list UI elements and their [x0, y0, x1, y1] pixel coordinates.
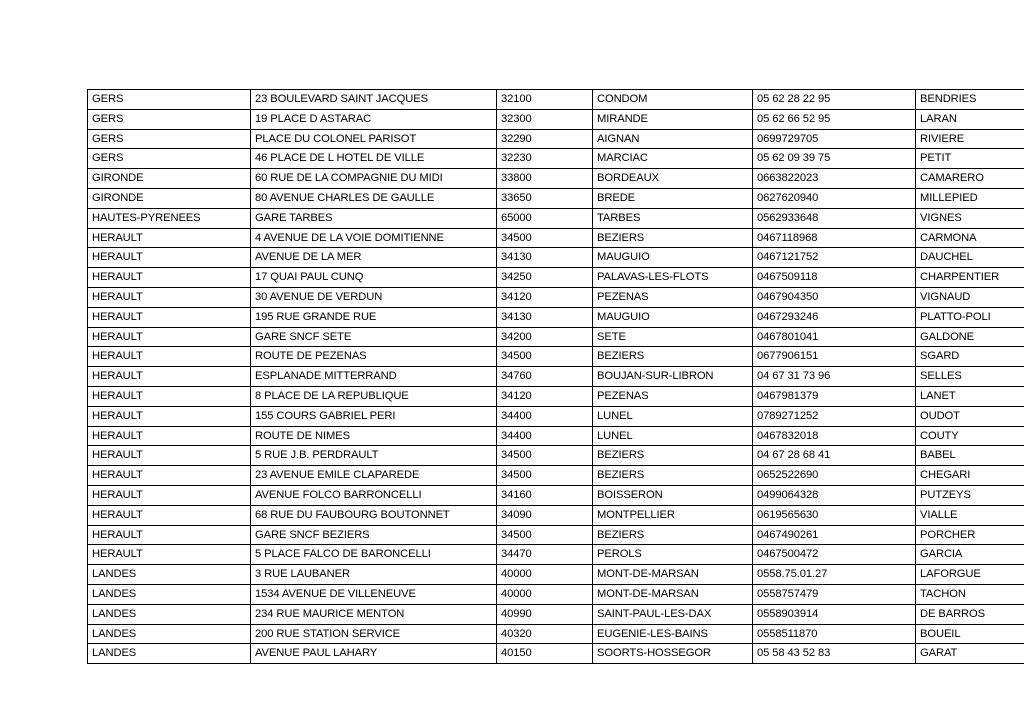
address-cell: 19 PLACE D ASTARAC — [251, 109, 497, 129]
name-cell: GARAT — [916, 644, 1024, 664]
postal-code-cell: 65000 — [497, 208, 593, 228]
city-cell: MARCIAC — [593, 149, 753, 169]
table-row — [88, 169, 1024, 189]
city-cell: TARBES — [593, 208, 753, 228]
phone-cell: 05 62 66 52 95 — [753, 109, 916, 129]
name-cell: SELLES — [916, 367, 1024, 387]
name-cell: PUTZEYS — [916, 485, 1024, 505]
name-cell: CHEGARI — [916, 466, 1024, 486]
city-cell: BEZIERS — [593, 525, 753, 545]
phone-cell: 0467121752 — [753, 248, 916, 268]
table-row — [88, 505, 1024, 525]
city-cell: BORDEAUX — [593, 169, 753, 189]
phone-cell: 0619565630 — [753, 505, 916, 525]
postal-code-cell: 32290 — [497, 129, 593, 149]
table-row — [88, 268, 1024, 288]
postal-code-cell: 34500 — [497, 446, 593, 466]
department-cell: HERAULT — [88, 347, 251, 367]
phone-cell: 0677906151 — [753, 347, 916, 367]
table-row — [88, 545, 1024, 565]
phone-cell: 0467490261 — [753, 525, 916, 545]
postal-code-cell: 40990 — [497, 604, 593, 624]
postal-code-cell: 34130 — [497, 307, 593, 327]
department-cell: HERAULT — [88, 485, 251, 505]
name-cell: LAFORGUE — [916, 565, 1024, 585]
address-cell: 195 RUE GRANDE RUE — [251, 307, 497, 327]
city-cell: PEZENAS — [593, 386, 753, 406]
table-row — [88, 644, 1024, 664]
postal-code-cell: 34500 — [497, 228, 593, 248]
address-cell: 8 PLACE DE LA REPUBLIQUE — [251, 386, 497, 406]
phone-cell: 0467293246 — [753, 307, 916, 327]
name-cell: DAUCHEL — [916, 248, 1024, 268]
address-cell: 60 RUE DE LA COMPAGNIE DU MIDI — [251, 169, 497, 189]
city-cell: MAUGUIO — [593, 307, 753, 327]
city-cell: SETE — [593, 327, 753, 347]
postal-code-cell: 34120 — [497, 386, 593, 406]
postal-code-cell: 34400 — [497, 406, 593, 426]
city-cell: AIGNAN — [593, 129, 753, 149]
name-cell: PLATTO-POLI — [916, 307, 1024, 327]
postal-code-cell: 33650 — [497, 188, 593, 208]
department-cell: GERS — [88, 109, 251, 129]
address-cell: 155 COURS GABRIEL PERI — [251, 406, 497, 426]
city-cell: PEZENAS — [593, 287, 753, 307]
address-cell: 17 QUAI PAUL CUNQ — [251, 268, 497, 288]
department-cell: HERAULT — [88, 268, 251, 288]
city-cell: BEZIERS — [593, 347, 753, 367]
phone-cell: 0652522690 — [753, 466, 916, 486]
address-cell: 4 AVENUE DE LA VOIE DOMITIENNE — [251, 228, 497, 248]
address-cell: 3 RUE LAUBANER — [251, 565, 497, 585]
department-cell: LANDES — [88, 584, 251, 604]
address-cell: AVENUE PAUL LAHARY — [251, 644, 497, 664]
address-cell: 68 RUE DU FAUBOURG BOUTONNET — [251, 505, 497, 525]
name-cell: VIALLE — [916, 505, 1024, 525]
address-cell: 23 AVENUE EMILE CLAPAREDE — [251, 466, 497, 486]
city-cell: BOUJAN-SUR-LIBRON — [593, 367, 753, 387]
department-cell: HERAULT — [88, 525, 251, 545]
phone-cell: 0562933648 — [753, 208, 916, 228]
department-cell: HERAULT — [88, 287, 251, 307]
city-cell: BREDE — [593, 188, 753, 208]
table-row — [88, 485, 1024, 505]
city-cell: MONT-DE-MARSAN — [593, 565, 753, 585]
phone-cell: 0467118968 — [753, 228, 916, 248]
city-cell: MAUGUIO — [593, 248, 753, 268]
table-row — [88, 188, 1024, 208]
postal-code-cell: 34200 — [497, 327, 593, 347]
postal-code-cell: 32100 — [497, 90, 593, 110]
phone-cell: 0627620940 — [753, 188, 916, 208]
department-cell: HERAULT — [88, 426, 251, 446]
name-cell: SGARD — [916, 347, 1024, 367]
department-cell: LANDES — [88, 644, 251, 664]
phone-cell: 0789271252 — [753, 406, 916, 426]
table-row — [88, 406, 1024, 426]
phone-cell: 04 67 31 73 96 — [753, 367, 916, 387]
city-cell: BEZIERS — [593, 228, 753, 248]
address-cell: GARE SNCF SETE — [251, 327, 497, 347]
name-cell: COUTY — [916, 426, 1024, 446]
address-cell: AVENUE FOLCO BARRONCELLI — [251, 485, 497, 505]
department-cell: GIRONDE — [88, 169, 251, 189]
name-cell: LANET — [916, 386, 1024, 406]
name-cell: GALDONE — [916, 327, 1024, 347]
table-row — [88, 525, 1024, 545]
phone-cell: 0467904350 — [753, 287, 916, 307]
postal-code-cell: 34090 — [497, 505, 593, 525]
department-cell: GERS — [88, 149, 251, 169]
phone-cell: 0558903914 — [753, 604, 916, 624]
department-cell: LANDES — [88, 565, 251, 585]
department-cell: HERAULT — [88, 446, 251, 466]
phone-cell: 05 62 09 39 75 — [753, 149, 916, 169]
department-cell: GIRONDE — [88, 188, 251, 208]
table-body — [88, 90, 1024, 664]
name-cell: CHARPENTIER — [916, 268, 1024, 288]
name-cell: OUDOT — [916, 406, 1024, 426]
postal-code-cell: 33800 — [497, 169, 593, 189]
table-row — [88, 327, 1024, 347]
phone-cell: 0558757479 — [753, 584, 916, 604]
address-cell: GARE TARBES — [251, 208, 497, 228]
address-cell: 1534 AVENUE DE VILLENEUVE — [251, 584, 497, 604]
name-cell: BOUEIL — [916, 624, 1024, 644]
department-cell: HERAULT — [88, 505, 251, 525]
phone-cell: 0467500472 — [753, 545, 916, 565]
postal-code-cell: 34250 — [497, 268, 593, 288]
document-page — [87, 89, 1024, 664]
department-cell: HERAULT — [88, 228, 251, 248]
phone-cell: 0663822023 — [753, 169, 916, 189]
city-cell: BEZIERS — [593, 466, 753, 486]
postal-code-cell: 40000 — [497, 565, 593, 585]
name-cell: VIGNAUD — [916, 287, 1024, 307]
city-cell: BEZIERS — [593, 446, 753, 466]
postal-code-cell: 40320 — [497, 624, 593, 644]
postal-code-cell: 34160 — [497, 485, 593, 505]
address-cell: 5 PLACE FALCO DE BARONCELLI — [251, 545, 497, 565]
address-cell: 5 RUE J.B. PERDRAULT — [251, 446, 497, 466]
name-cell: PORCHER — [916, 525, 1024, 545]
name-cell: TACHON — [916, 584, 1024, 604]
table-row — [88, 307, 1024, 327]
address-cell: ROUTE DE NIMES — [251, 426, 497, 446]
table-row — [88, 386, 1024, 406]
table-row — [88, 347, 1024, 367]
table-row — [88, 90, 1024, 110]
postal-code-cell: 34130 — [497, 248, 593, 268]
phone-cell: 04 67 28 68 41 — [753, 446, 916, 466]
address-cell: 23 BOULEVARD SAINT JACQUES — [251, 90, 497, 110]
table-row — [88, 149, 1024, 169]
name-cell: DE BARROS — [916, 604, 1024, 624]
table-row — [88, 565, 1024, 585]
department-cell: LANDES — [88, 604, 251, 624]
city-cell: SOORTS-HOSSEGOR — [593, 644, 753, 664]
address-cell: ESPLANADE MITTERRAND — [251, 367, 497, 387]
city-cell: BOISSERON — [593, 485, 753, 505]
name-cell: RIVIERE — [916, 129, 1024, 149]
phone-cell: 05 58 43 52 83 — [753, 644, 916, 664]
name-cell: CARMONA — [916, 228, 1024, 248]
table-row — [88, 624, 1024, 644]
table-row — [88, 446, 1024, 466]
postal-code-cell: 32300 — [497, 109, 593, 129]
table-row — [88, 228, 1024, 248]
table-row — [88, 129, 1024, 149]
city-cell: SAINT-PAUL-LES-DAX — [593, 604, 753, 624]
department-cell: HERAULT — [88, 248, 251, 268]
table-row — [88, 248, 1024, 268]
phone-cell: 0467509118 — [753, 268, 916, 288]
address-cell: 30 AVENUE DE VERDUN — [251, 287, 497, 307]
city-cell: MIRANDE — [593, 109, 753, 129]
postal-code-cell: 34120 — [497, 287, 593, 307]
city-cell: PEROLS — [593, 545, 753, 565]
table-row — [88, 584, 1024, 604]
table-row — [88, 466, 1024, 486]
address-cell: 80 AVENUE CHARLES DE GAULLE — [251, 188, 497, 208]
table-row — [88, 426, 1024, 446]
name-cell: MILLEPIED — [916, 188, 1024, 208]
phone-cell: 05 62 28 22 95 — [753, 90, 916, 110]
phone-cell: 0467981379 — [753, 386, 916, 406]
address-cell: PLACE DU COLONEL PARISOT — [251, 129, 497, 149]
postal-code-cell: 34760 — [497, 367, 593, 387]
postal-code-cell: 34400 — [497, 426, 593, 446]
department-cell: HERAULT — [88, 466, 251, 486]
city-cell: MONT-DE-MARSAN — [593, 584, 753, 604]
department-cell: LANDES — [88, 624, 251, 644]
table-row — [88, 604, 1024, 624]
table-row — [88, 367, 1024, 387]
department-cell: HAUTES-PYRENEES — [88, 208, 251, 228]
name-cell: VIGNES — [916, 208, 1024, 228]
address-cell: 46 PLACE DE L HOTEL DE VILLE — [251, 149, 497, 169]
name-cell: GARCIA — [916, 545, 1024, 565]
postal-code-cell: 34500 — [497, 347, 593, 367]
table-row — [88, 208, 1024, 228]
department-cell: HERAULT — [88, 386, 251, 406]
table-row — [88, 109, 1024, 129]
table-row — [88, 287, 1024, 307]
city-cell: LUNEL — [593, 406, 753, 426]
city-cell: MONTPELLIER — [593, 505, 753, 525]
city-cell: CONDOM — [593, 90, 753, 110]
postal-code-cell: 34500 — [497, 466, 593, 486]
phone-cell: 0699729705 — [753, 129, 916, 149]
department-cell: HERAULT — [88, 406, 251, 426]
address-cell: 200 RUE STATION SERVICE — [251, 624, 497, 644]
phone-cell: 0558.75.01.27 — [753, 565, 916, 585]
address-cell: GARE SNCF BEZIERS — [251, 525, 497, 545]
department-cell: HERAULT — [88, 307, 251, 327]
phone-cell: 0467801041 — [753, 327, 916, 347]
phone-cell: 0499064328 — [753, 485, 916, 505]
city-cell: PALAVAS-LES-FLOTS — [593, 268, 753, 288]
name-cell: BENDRIES — [916, 90, 1024, 110]
phone-cell: 0558511870 — [753, 624, 916, 644]
city-cell: EUGENIE-LES-BAINS — [593, 624, 753, 644]
address-cell: 234 RUE MAURICE MENTON — [251, 604, 497, 624]
city-cell: LUNEL — [593, 426, 753, 446]
postal-code-cell: 40000 — [497, 584, 593, 604]
department-cell: HERAULT — [88, 367, 251, 387]
phone-cell: 0467832018 — [753, 426, 916, 446]
name-cell: LARAN — [916, 109, 1024, 129]
address-cell: ROUTE DE PEZENAS — [251, 347, 497, 367]
name-cell: CAMARERO — [916, 169, 1024, 189]
postal-code-cell: 34500 — [497, 525, 593, 545]
name-cell: BABEL — [916, 446, 1024, 466]
address-cell: AVENUE DE LA MER — [251, 248, 497, 268]
postal-code-cell: 32230 — [497, 149, 593, 169]
department-cell: HERAULT — [88, 545, 251, 565]
name-cell: PETIT — [916, 149, 1024, 169]
department-cell: GERS — [88, 129, 251, 149]
postal-code-cell: 34470 — [497, 545, 593, 565]
contacts-table — [87, 89, 1024, 664]
department-cell: HERAULT — [88, 327, 251, 347]
department-cell: GERS — [88, 90, 251, 110]
postal-code-cell: 40150 — [497, 644, 593, 664]
